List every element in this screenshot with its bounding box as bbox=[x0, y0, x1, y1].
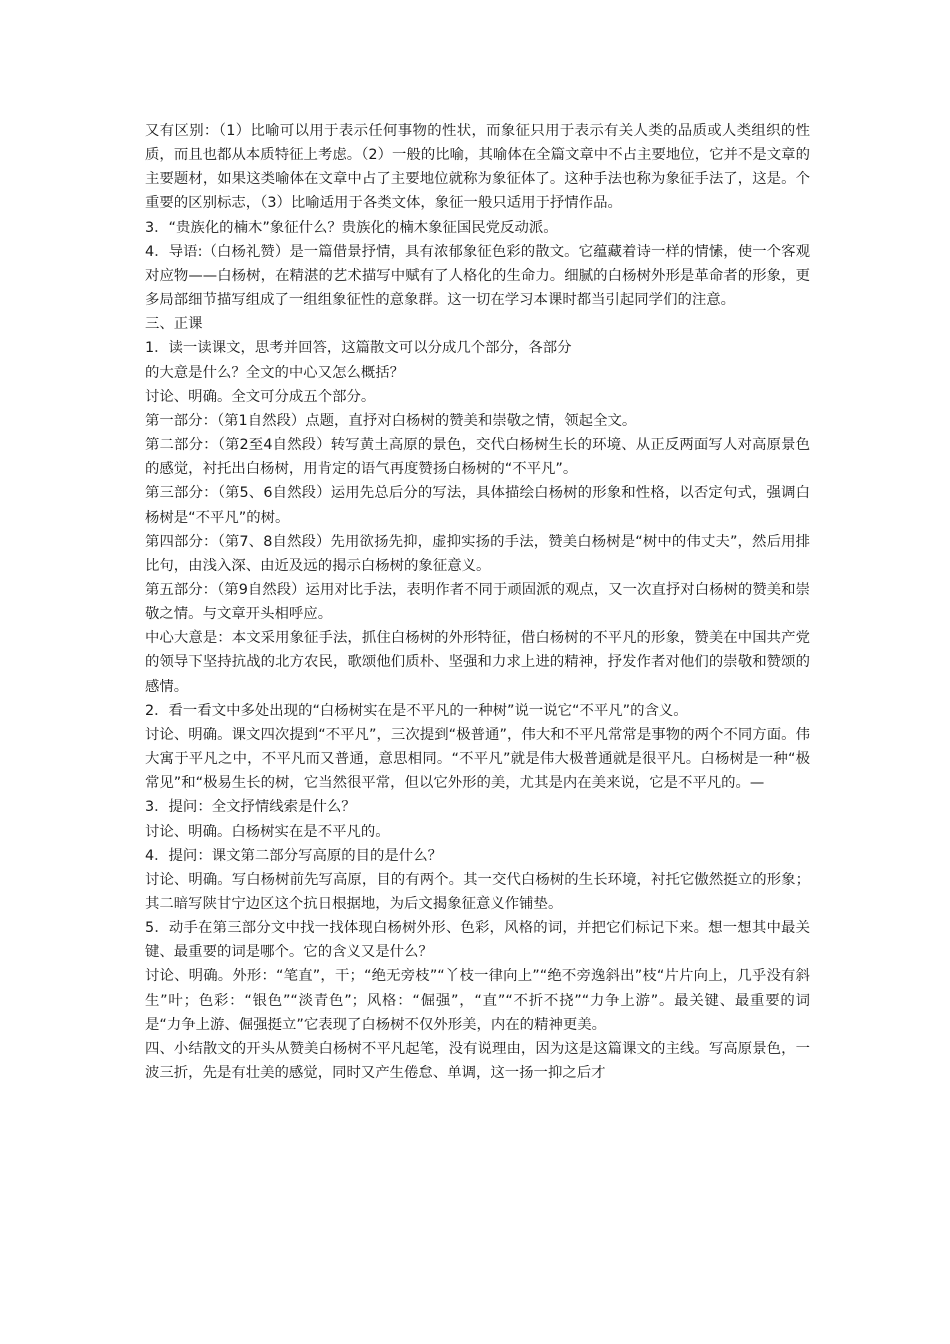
paragraph-discussion-4: 讨论、明确。写白杨树前先写高原，目的有两个。其一交代白杨树的生长环境，衬托它傲然挺立的形象；其二暗写陕甘宁边区这个抗日根据地，为后文揭象征意义作铺垫。 bbox=[145, 871, 810, 912]
paragraph-part-3: 第三部分：（第5、6自然段）运用先总后分的写法，具体描绘白杨树的形象和性格，以否定句式，强调白杨树是“不平凡”的树。 bbox=[145, 485, 810, 526]
document-page bbox=[145, 119, 810, 1085]
paragraph-part-1: 第一部分：（第1自然段）点题，直抒对白杨树的赞美和崇敬之情，领起全文。 bbox=[145, 412, 637, 429]
paragraph-task-1-cont: 的大意是什么？全文的中心又怎么概括？ bbox=[145, 364, 405, 381]
paragraph-discussion-2: 讨论、明确。课文四次提到“不平凡”，三次提到“极普通”，伟大和不平凡常常是事物的两个不同方面。伟大寓于平凡之中，不平凡而又普通，意思相同。“不平凡”就是伟大极普通就是很平凡。白杨树是一种“极常见”和“极易生长的树，它当然很平常，但以它外形的美，尤其是内在美来说，它是不平凡的。— bbox=[145, 726, 810, 792]
paragraph-question-3: 3．“贵族化的楠木”象征什么？贵族化的楠木象征国民党反动派。 bbox=[145, 219, 558, 236]
section-heading-main-lesson: 三、正课 bbox=[145, 316, 203, 333]
paragraph-discussion-5: 讨论、明确。外形：“笔直”，干；“绝无旁枝”“丫枝一律向上”“绝不旁逸斜出”枝“片片向上，几乎没有斜生”叶；色彩：“银色”“淡青色”；风格：“倔强”，“直”“不折不挠”“力争上游”。最关键、最重要的词是“力争上游、倔强挺立”它表现了白杨树不仅外形美，内在的精神更美。 bbox=[145, 968, 810, 1033]
paragraph-discussion-3: 讨论、明确。白杨树实在是不平凡的。 bbox=[145, 823, 390, 840]
paragraph-central-idea: 中心大意是：本文采用象征手法，抓住白杨树的外形特征，借白杨树的不平凡的形象，赞美在中国共产党的领导下坚持抗战的北方农民，歌颂他们质朴、坚强和力求上进的精神，抒发作者对他们的崇敬和赞颂的感情。 bbox=[145, 630, 810, 695]
paragraph-summary: 四、小结散文的开头从赞美白杨树不平凡起笔，没有说理由，因为这是这篇课文的主线。写高原景色，一波三折，先是有壮美的感觉，同时又产生倦怠、单调，这一扬一抑之后才 bbox=[145, 1040, 810, 1082]
paragraph-task-4: 4．提问：课文第二部分写高原的目的是什么？ bbox=[145, 847, 442, 864]
paragraph-symbol-vs-metaphor: 又有区别：（1）比喻可以用于表示任何事物的性状，而象征只用于表示有关人类的品质或人类组织的性质，而且也都从本质特征上考虑。（2）一般的比喻，其喻体在全篇文章中不占主要地位，它并不是文章的主要题材，如果这类喻体在文章中占了主要地位就称为象征体了。这种手法也称为象征手法了，这是。个重要的区别标志，（3）比喻适用于各类文体，象征一般只适用于抒情作品。 bbox=[145, 123, 810, 212]
paragraph-task-1: 1．读一读课文，思考并回答，这篇散文可以分成几个部分，各部分 bbox=[145, 340, 572, 357]
paragraph-part-5: 第五部分：（第9自然段）运用对比手法，表明作者不同于顽固派的观点，又一次直抒对白杨树的赞美和崇敬之情。与文章开头相呼应。 bbox=[145, 581, 810, 623]
paragraph-intro-4: 4．导语:（白杨礼赞）是一篇借景抒情，具有浓郁象征色彩的散文。它蕴藏着诗一样的情愫，使一个客观对应物——白杨树，在精湛的艺术描写中赋有了人格化的生命力。细腻的白杨树外形是革命者的形象，更多局部细节描写组成了一组组象征性的意象群。这一切在学习本课时都当引起同学们的注意。 bbox=[145, 243, 810, 309]
paragraph-part-2: 第二部分：（第2至4自然段）转写黄土高原的景色，交代白杨树生长的环境、从正反两面写人对高原景色的感觉，衬托出白杨树，用肯定的语气再度赞扬白杨树的“不平凡”。 bbox=[145, 437, 810, 478]
paragraph-discussion-1: 讨论、明确。全文可分成五个部分。 bbox=[145, 388, 376, 405]
paragraph-part-4: 第四部分：（第7、8自然段）先用欲扬先抑，虚抑实扬的手法，赞美白杨树是“树中的伟丈夫”，然后用排比句，由浅入深、由近及远的揭示白杨树的象征意义。 bbox=[145, 533, 810, 574]
paragraph-task-3: 3．提问：全文抒情线索是什么？ bbox=[145, 799, 356, 816]
paragraph-task-2: 2．看一看文中多处出现的“白杨树实在是不平凡的一种树”说一说它“不平凡”的含义。 bbox=[145, 702, 688, 719]
paragraph-task-5: 5．动手在第三部分文中找一找体现白杨树外形、色彩，风格的词，并把它们标记下来。想一想其中最关键、最重要的词是哪个。它的含义又是什么？ bbox=[145, 920, 810, 961]
